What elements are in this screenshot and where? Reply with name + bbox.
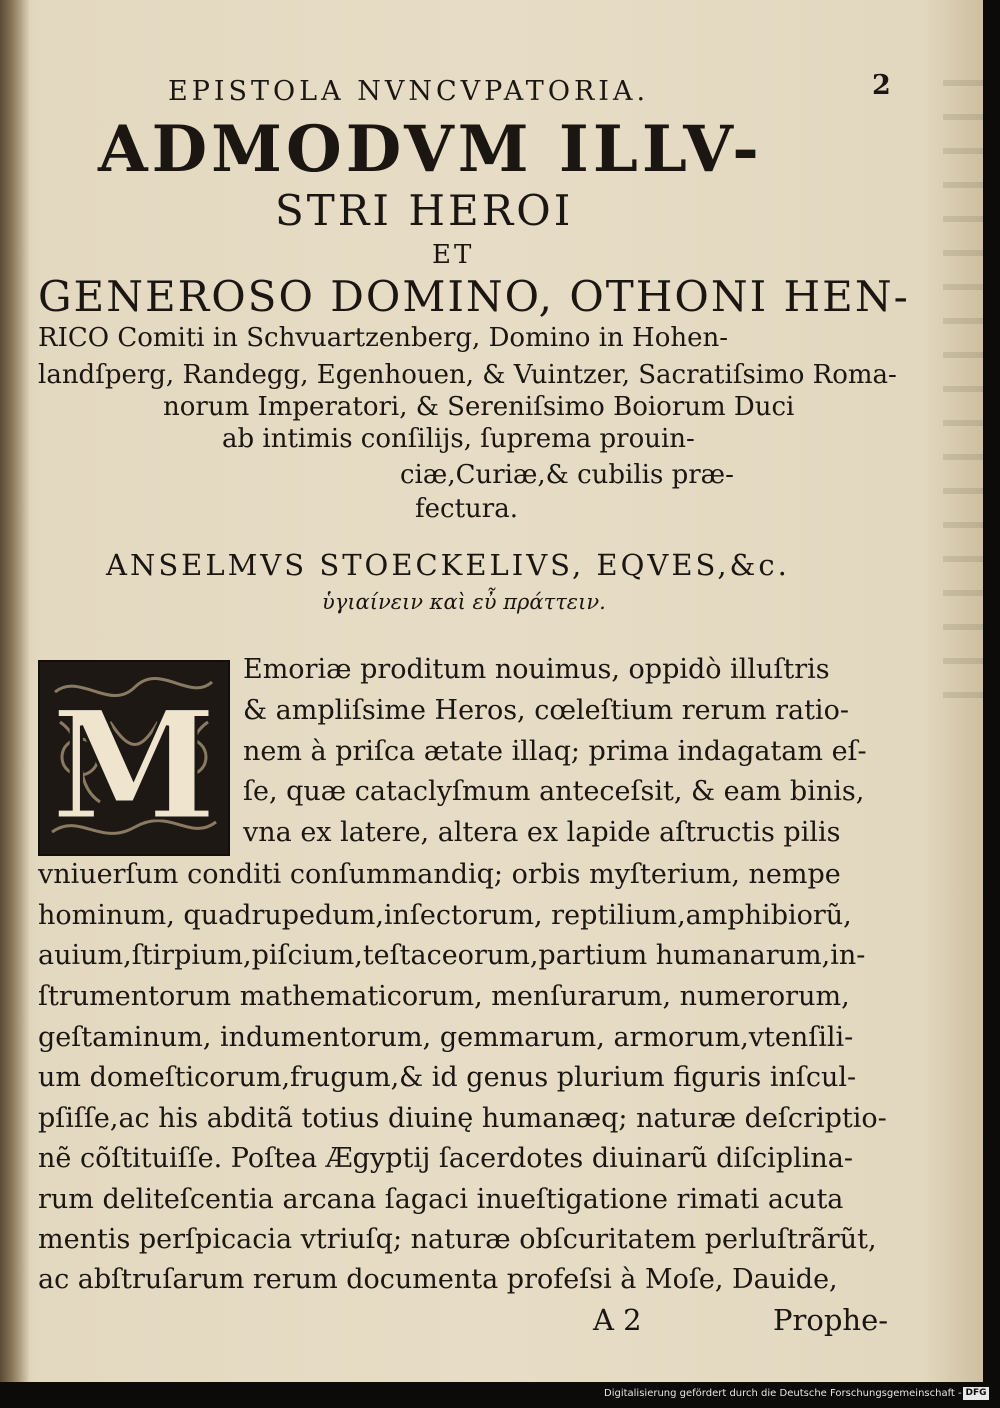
body-line: nẽ cõſtituiſſe. Poſtea Ægyptij ſacerdotes diuinarũ diſciplina- — [38, 1143, 853, 1174]
running-head: EPISTOLA NVNCVPATORIA. — [168, 76, 650, 107]
body-line: vna ex latere, altera ex lapide aſtructis pilis — [243, 817, 841, 848]
dedicatee-line: norum Imperatori, & Sereniſsimo Boiorum Duci — [163, 392, 795, 422]
page-number: 2 — [872, 70, 891, 101]
dedicatee-line: RICO Comiti in Schvuartzenberg, Domino in Hohen- — [38, 323, 729, 353]
show-through-text — [943, 80, 983, 700]
greek-greeting: ὑγιαίνειν καὶ εὖ πράττειν. — [322, 590, 606, 614]
body-line: ſtrumentorum mathematicorum, menſurarum, numerorum, — [38, 981, 850, 1012]
digitization-credit: Digitalisierung gefördert durch die Deutsche Forschungsgemeinschaft - — [604, 1388, 962, 1399]
dedicatee-line: fectura. — [415, 494, 518, 524]
title-line-2: STRI HEROI — [275, 186, 574, 235]
body-line: & ampliſsime Heros, cœleſtium rerum ratio- — [243, 695, 849, 726]
dfg-logo: DFG — [963, 1387, 989, 1400]
body-line: rum deliteſcentia arcana ſagaci inueſtigatione rimati acuta — [38, 1184, 844, 1215]
body-line: auium,ſtirpium,piſcium,teſtaceorum,partium humanarum,in- — [38, 940, 866, 971]
body-line: vniuerſum conditi conſummandiq; orbis myſterium, nempe — [38, 859, 841, 890]
dedicatee-line-1: GENEROSO DOMINO, OTHONI HEN- — [38, 272, 910, 321]
author-line: ANSELMVS STOECKELIVS, EQVES,&c. — [106, 548, 790, 582]
dedicatee-line: ciæ,Curiæ,& cubilis præ- — [400, 460, 734, 490]
body-line: ſe, quæ cataclyſmum anteceſsit, & eam binis, — [243, 776, 865, 807]
dedicatee-line: ab intimis conſilijs, ſuprema prouin- — [222, 424, 695, 454]
body-line: ac abſtruſarum rerum documenta profeſsi à Moſe, Dauide, — [38, 1264, 838, 1295]
title-et: ET — [432, 240, 475, 270]
decorated-initial-m — [38, 660, 230, 856]
body-line: hominum, quadrupedum,inſectorum, reptilium,amphibiorũ, — [38, 900, 852, 931]
body-line: mentis perſpicacia vtriuſq; naturæ obſcuritatem perluſtrãrũt, — [38, 1224, 877, 1255]
initial-letter: M — [50, 678, 218, 854]
title-line-1: ADMODVM ILLV- — [98, 112, 763, 187]
ornament-icon — [40, 662, 228, 854]
body-line: nem à priſca ætate illaq; prima indagatam eſ- — [243, 736, 867, 767]
page-gutter-shadow — [0, 0, 30, 1382]
body-line: geſtaminum, indumentorum, gemmarum, armorum,vtenſili- — [38, 1022, 854, 1053]
signature-mark: A 2 — [593, 1303, 642, 1337]
dedicatee-line: landſperg, Randegg, Egenhouen, & Vuintzer, Sacratiſsimo Roma- — [38, 360, 897, 390]
catchword: Prophe- — [773, 1303, 889, 1337]
body-line: pſiſſe,ac his abditã totius diuinę humanæq; naturæ deſcriptio- — [38, 1103, 887, 1134]
body-line: um domeſticorum,frugum,& id genus plurium figuris inſcul- — [38, 1062, 857, 1093]
body-line: Emoriæ proditum nouimus, oppidò illuſtris — [243, 654, 830, 685]
